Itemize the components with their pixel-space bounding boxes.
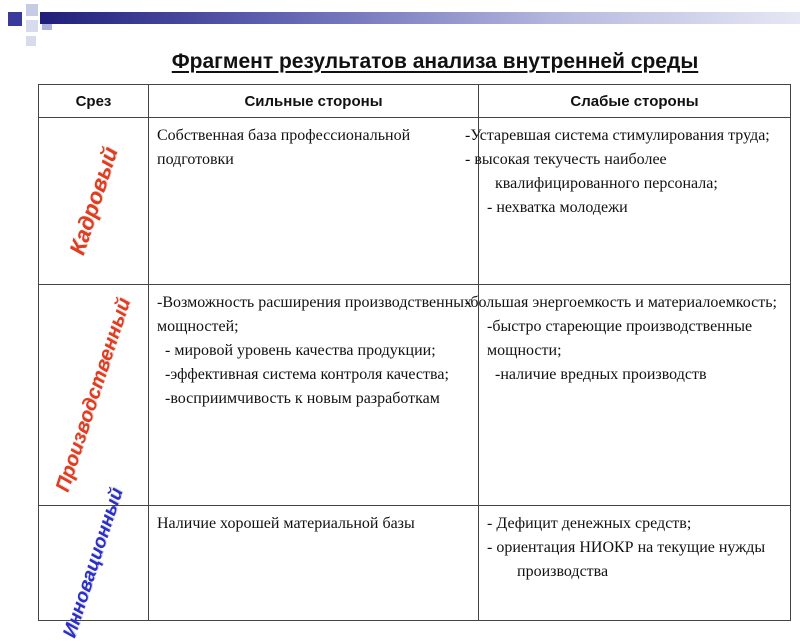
list-item: -большая энергоемкость и материалоемкость; (465, 294, 777, 311)
cut-label-personnel: Кадровый (63, 143, 123, 258)
list-item: -Возможность расширения производственных мощностей; (157, 294, 472, 335)
header-weaknesses: Слабые стороны (479, 85, 791, 118)
list-item: - нехватка молодежи (487, 199, 628, 216)
header-strengths: Сильные стороны (149, 85, 479, 118)
cut-label-innovation: Инновационный (58, 485, 128, 641)
strengths-cell (149, 118, 479, 285)
weaknesses-cell (465, 285, 791, 506)
header-row (39, 85, 791, 118)
slide-title: Фрагмент результатов анализа внутренней среды (171, 50, 699, 73)
deco-square (8, 12, 22, 26)
list-item: Наличие хорошей материальной базы (157, 515, 415, 532)
list-item: -Устаревшая система стимулирования труда; (465, 127, 770, 144)
top-gradient-bar (40, 12, 800, 24)
list-item: - высокая текучесть наиболее квалифицированного персонала; (465, 151, 718, 192)
cut-cell (39, 118, 149, 285)
cut-cell (39, 285, 149, 506)
deco-square (26, 36, 36, 46)
list-item: - мировой уровень качества продукции; (165, 342, 436, 359)
strengths-cell (149, 506, 479, 621)
list-item: -эффективная система контроля качества; (165, 366, 449, 383)
list-item: Собственная база профессиональной подготовки (157, 127, 411, 168)
list-item: - Дефицит денежных средств; (487, 515, 692, 532)
table-row (39, 506, 791, 621)
table-row (39, 118, 791, 285)
strengths-cell (149, 285, 479, 506)
table-row (39, 285, 791, 506)
analysis-table (38, 84, 791, 641)
deco-square (26, 4, 38, 16)
cut-label-production: Производственный (51, 295, 135, 495)
weaknesses-cell (465, 118, 791, 285)
weaknesses-cell (479, 506, 791, 621)
list-item: -наличие вредных производств (495, 366, 707, 383)
list-item: - ориентация НИОКР на текущие нужды производства (487, 539, 766, 580)
list-item: -восприимчивость к новым разработкам (165, 390, 440, 407)
header-cut: Срез (39, 85, 149, 118)
cut-cell (39, 485, 149, 641)
list-item: -быстро стареющие производственные мощности; (487, 318, 753, 359)
deco-square (26, 20, 38, 32)
